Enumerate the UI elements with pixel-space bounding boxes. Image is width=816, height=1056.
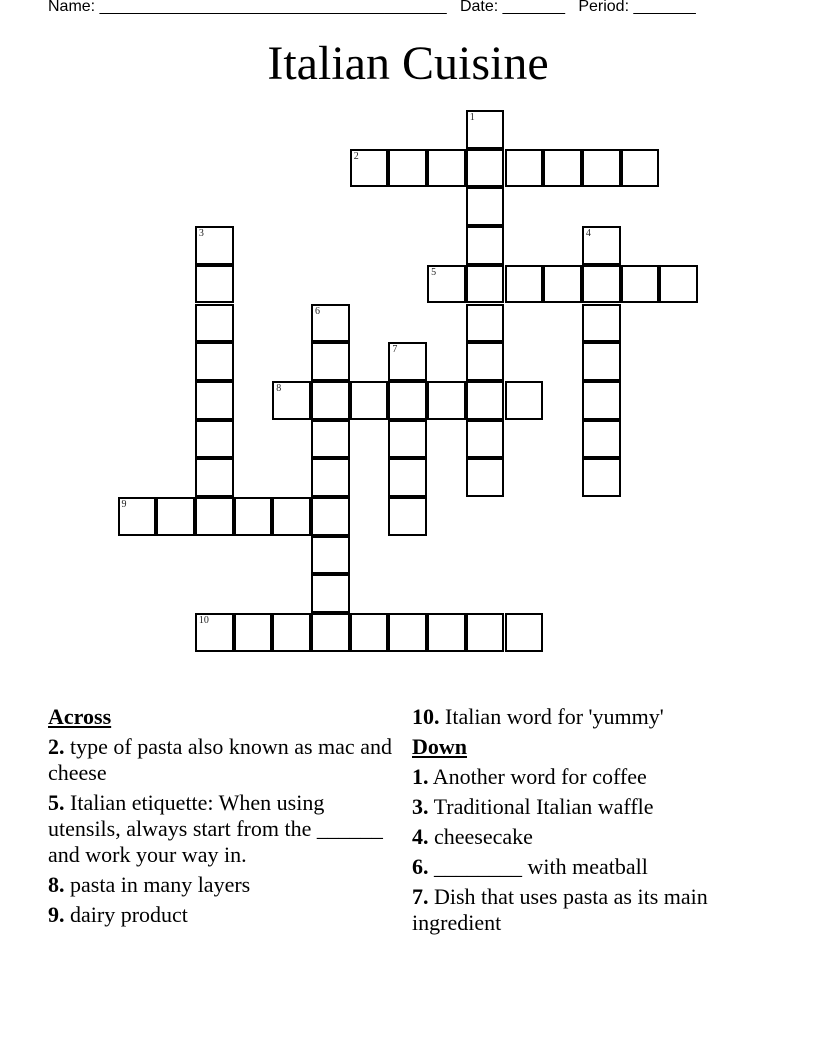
crossword-cell[interactable] — [195, 265, 234, 304]
crossword-cell[interactable] — [195, 304, 234, 343]
crossword-cell[interactable] — [350, 613, 389, 652]
clue-number-label: 5 — [431, 266, 437, 278]
clue-text: type of pasta also known as mac and cheese — [48, 734, 392, 785]
crossword-cell[interactable] — [427, 613, 466, 652]
crossword-cell[interactable] — [582, 265, 621, 304]
crossword-cell[interactable] — [466, 381, 505, 420]
clue-down-3 — [412, 794, 752, 820]
name-label: Name: — [48, 0, 96, 15]
crossword-cell[interactable] — [195, 420, 234, 459]
crossword-cell[interactable] — [118, 497, 157, 536]
crossword-cell[interactable] — [582, 342, 621, 381]
crossword-cell[interactable] — [466, 149, 505, 188]
crossword-cell[interactable] — [505, 265, 544, 304]
crossword-cell[interactable] — [311, 342, 350, 381]
clue-text: ________ with meatball — [428, 854, 648, 879]
clue-number-label: 6 — [315, 305, 320, 317]
crossword-cell[interactable] — [311, 381, 350, 420]
clue-number: 7. — [412, 884, 429, 909]
crossword-cell[interactable] — [350, 149, 389, 188]
clue-across-9 — [48, 902, 398, 928]
crossword-cell[interactable] — [427, 381, 466, 420]
crossword-cell[interactable] — [388, 342, 427, 381]
crossword-cell[interactable] — [582, 458, 621, 497]
crossword-cell[interactable] — [311, 536, 350, 575]
clue-across-2 — [48, 734, 398, 786]
clues-left-column — [48, 704, 398, 932]
clue-number: 1. — [412, 764, 429, 789]
crossword-cell[interactable] — [543, 149, 582, 188]
crossword-cell[interactable] — [466, 304, 505, 343]
crossword-cell[interactable] — [659, 265, 698, 304]
crossword-cell[interactable] — [543, 265, 582, 304]
crossword-cell[interactable] — [466, 110, 505, 149]
page-title: Italian Cuisine — [267, 37, 549, 90]
crossword-cell[interactable] — [582, 420, 621, 459]
crossword-cell[interactable] — [466, 226, 505, 265]
period-label: Period: — [578, 0, 630, 15]
crossword-cell[interactable] — [582, 149, 621, 188]
crossword-cell[interactable] — [234, 613, 273, 652]
crossword-cell[interactable] — [272, 381, 311, 420]
clue-number-label: 8 — [276, 382, 282, 394]
crossword-cell[interactable] — [195, 226, 234, 265]
clue-number: 9. — [48, 902, 65, 927]
clue-text: Traditional Italian waffle — [428, 794, 654, 819]
clue-text: Italian word for 'yummy' — [439, 704, 664, 729]
crossword-cell[interactable] — [388, 497, 427, 536]
crossword-cell[interactable] — [350, 381, 389, 420]
crossword-cell[interactable] — [582, 304, 621, 343]
clue-text: Dish that uses pasta as its main ingredient — [412, 884, 708, 935]
clue-down-7 — [412, 884, 752, 936]
clues-right-column — [412, 704, 752, 940]
crossword-cell[interactable] — [505, 149, 544, 188]
clue-number: 3. — [412, 794, 429, 819]
crossword-cell[interactable] — [505, 381, 544, 420]
clue-number-label: 2 — [353, 150, 359, 162]
crossword-cell[interactable] — [156, 497, 195, 536]
student-info-header — [48, 0, 696, 16]
crossword-cell[interactable] — [427, 149, 466, 188]
clue-number: 10. — [412, 704, 440, 729]
crossword-cell[interactable] — [195, 613, 234, 652]
clue-down-1 — [412, 764, 752, 790]
crossword-cell[interactable] — [311, 420, 350, 459]
crossword-cell[interactable] — [388, 613, 427, 652]
period-blank[interactable]: _______ — [633, 0, 696, 15]
crossword-cell[interactable] — [505, 613, 544, 652]
clue-number: 6. — [412, 854, 429, 879]
crossword-cell[interactable] — [311, 304, 350, 343]
crossword-cell[interactable] — [427, 265, 466, 304]
clue-across-5 — [48, 790, 398, 868]
crossword-cell[interactable] — [582, 381, 621, 420]
crossword-cell[interactable] — [311, 497, 350, 536]
crossword-cell[interactable] — [466, 613, 505, 652]
crossword-cell[interactable] — [388, 381, 427, 420]
clue-text: Another word for coffee — [428, 764, 647, 789]
crossword-cell[interactable] — [234, 497, 273, 536]
across-heading: Across — [48, 704, 112, 729]
clue-number: 8. — [48, 872, 65, 897]
crossword-cell[interactable] — [311, 613, 350, 652]
crossword-cell[interactable] — [621, 149, 660, 188]
crossword-cell[interactable] — [311, 574, 350, 613]
clue-number-label: 7 — [392, 344, 398, 356]
crossword-cell[interactable] — [272, 497, 311, 536]
crossword-cell[interactable] — [195, 458, 234, 497]
clue-number-label: 1 — [469, 112, 475, 123]
crossword-cell[interactable] — [466, 420, 505, 459]
clue-text: dairy product — [64, 902, 188, 927]
clue-text: Italian etiquette: When using utensils, always start from the ______ and work your way in. — [48, 790, 383, 867]
date-label: Date: — [459, 0, 499, 15]
clue-across-8 — [48, 872, 398, 898]
clue-number-label: 3 — [198, 228, 204, 240]
name-blank[interactable]: _______________________________________ — [99, 0, 447, 15]
crossword-cell[interactable] — [466, 265, 505, 304]
crossword-cell[interactable] — [272, 613, 311, 652]
crossword-cell[interactable] — [388, 420, 427, 459]
clue-number-label: 4 — [585, 228, 591, 240]
crossword-cell[interactable] — [311, 458, 350, 497]
clue-number: 5. — [48, 790, 65, 815]
crossword-cell[interactable] — [466, 458, 505, 497]
date-blank[interactable]: _______ — [502, 0, 565, 15]
clue-number-label: 9 — [121, 499, 127, 510]
clue-down-4 — [412, 824, 752, 850]
crossword-cell[interactable] — [466, 187, 505, 226]
crossword-cell[interactable] — [388, 458, 427, 497]
clue-text: cheesecake — [428, 824, 533, 849]
crossword-cell[interactable] — [621, 265, 660, 304]
clue-across-10 — [412, 704, 752, 730]
clue-text: pasta in many layers — [64, 872, 251, 897]
crossword-cell[interactable] — [195, 342, 234, 381]
crossword-cell[interactable] — [195, 381, 234, 420]
crossword-cell[interactable] — [388, 149, 427, 188]
crossword-cell[interactable] — [466, 342, 505, 381]
clue-number: 2. — [48, 734, 65, 759]
clue-down-6 — [412, 854, 752, 880]
down-heading: Down — [412, 734, 468, 759]
clue-number: 4. — [412, 824, 429, 849]
clue-number-label: 10 — [198, 615, 209, 627]
crossword-cell[interactable] — [582, 226, 621, 265]
crossword-cell[interactable] — [195, 497, 234, 536]
